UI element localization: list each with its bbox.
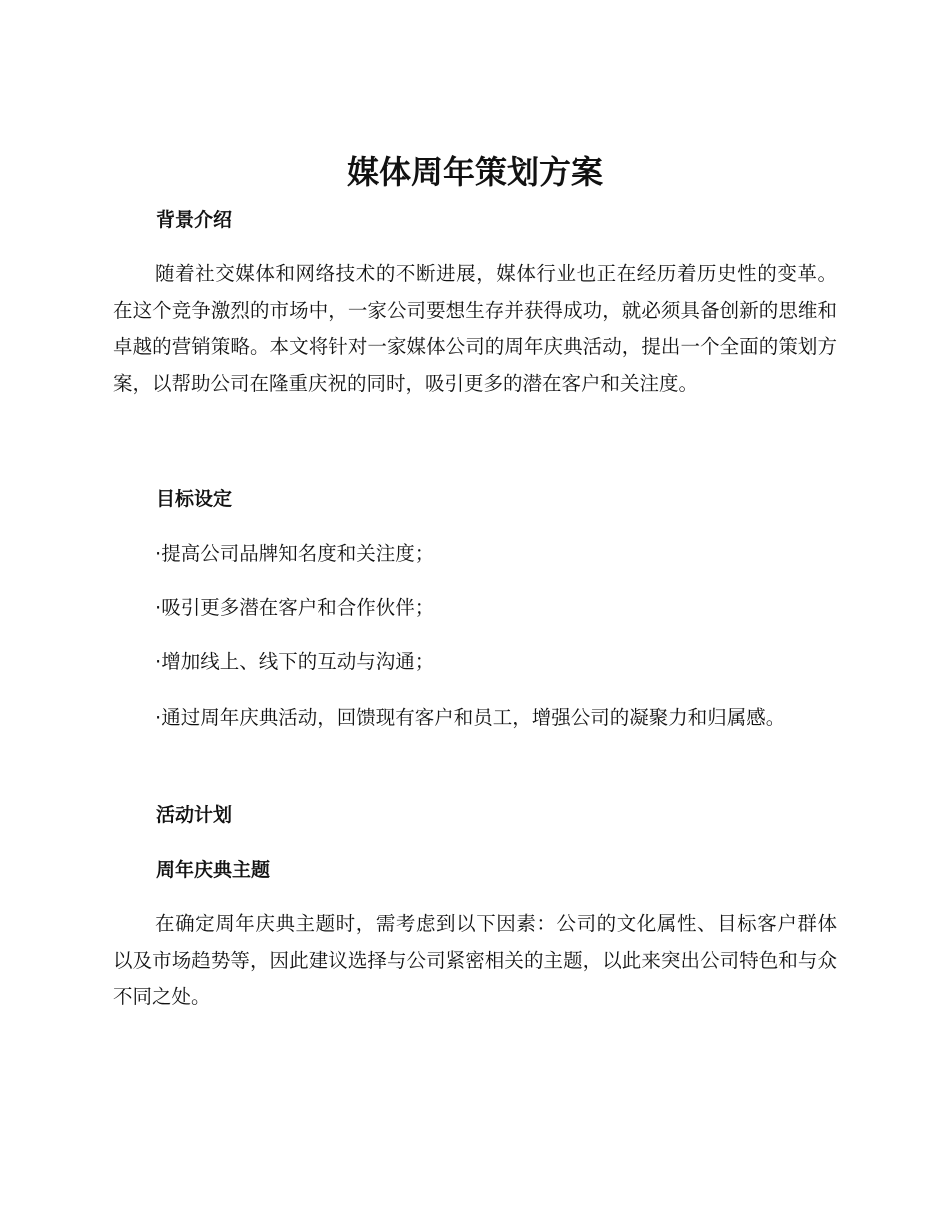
bullet-dot-icon: ·: [155, 596, 162, 619]
goal-item-text: 吸引更多潜在客户和合作伙伴；: [161, 596, 435, 619]
goal-item-text: 提高公司品牌知名度和关注度；: [161, 542, 435, 565]
goal-item-text: 通过周年庆典活动，回馈现有客户和员工，增强公司的凝聚力和归属感。: [161, 706, 786, 729]
document-title: 媒体周年策划方案: [346, 153, 603, 191]
section-heading-background: 背景介绍: [156, 209, 233, 231]
section-heading-plan: 活动计划: [156, 804, 233, 826]
goal-list-item: [113, 700, 837, 737]
theme-paragraph: 在确定周年庆典主题时，需考虑到以下因素：公司的文化属性、目标客户群体以及市场趋势等，因此建议选择与公司紧密相关的主题，以此来突出公司特色和与众不同之处。: [113, 912, 837, 1008]
bullet-dot-icon: ·: [155, 542, 162, 565]
goal-list-item: [113, 644, 837, 681]
section-heading-goals: 目标设定: [156, 488, 233, 510]
goal-list-item: [113, 590, 837, 627]
goal-list-item: [113, 536, 837, 573]
goal-item-text: 增加线上、线下的互动与沟通；: [161, 650, 435, 673]
bullet-dot-icon: ·: [155, 706, 162, 729]
subsection-heading-theme: 周年庆典主题: [156, 859, 271, 881]
bullet-dot-icon: ·: [155, 650, 162, 673]
background-paragraph: 随着社交媒体和网络技术的不断进展，媒体行业也正在经历着历史性的变革。在这个竞争激烈的市场中，一家公司要想生存并获得成功，就必须具备创新的思维和卓越的营销策略。本文将针对一家媒体公司的周年庆典活动，提出一个全面的策划方案，以帮助公司在隆重庆祝的同时，吸引更多的潜在客户和关注度。: [113, 262, 837, 395]
